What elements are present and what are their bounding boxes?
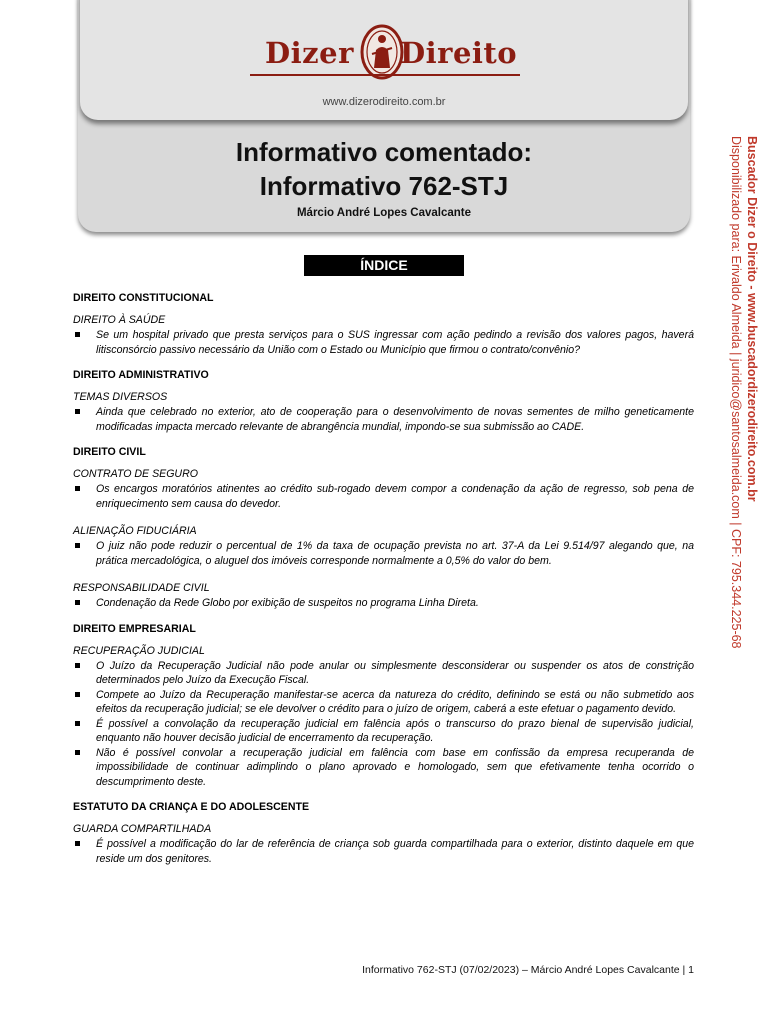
- topic-list: [73, 539, 694, 568]
- section-title: DIREITO EMPRESARIAL: [73, 622, 196, 635]
- section-title: DIREITO ADMINISTRATIVO: [73, 369, 209, 381]
- index-content: [73, 292, 694, 878]
- section-title: DIREITO CONSTITUCIONAL: [73, 292, 214, 304]
- logo-word-left: Dizer: [265, 36, 354, 70]
- index-entry[interactable]: É possível a modificação do lar de referência de criança sob guarda compartilhada para o exterior, distinto daquele em que reside um dos genitores.: [73, 837, 694, 866]
- index-entry[interactable]: Ainda que celebrado no exterior, ato de cooperação para o desenvolvimento de novas sementes de milho geneticamente modificadas impacta mercado relevante de abrangência mundial, impondo-se sua submissão ao CADE.: [73, 405, 694, 434]
- topic-list: [73, 482, 694, 511]
- index-entry[interactable]: É possível a convolação da recuperação judicial em falência após o transcurso do prazo bienal de supervisão judicial, enquanto não houver decisão judicial de encerramento da recuperação.: [73, 717, 694, 746]
- topic-subtitle: RESPONSABILIDADE CIVIL: [73, 582, 210, 594]
- logo-url[interactable]: www.dizerodireito.com.br: [322, 96, 446, 108]
- topic-list: [73, 328, 694, 357]
- topic-subtitle: TEMAS DIVERSOS: [73, 391, 168, 403]
- index-entry[interactable]: O Juízo da Recuperação Judicial não pode anular ou simplesmente desconsiderar ou suspender os atos de constrição determinados pelo Juízo da Execução Fiscal.: [73, 659, 694, 688]
- section-title: DIREITO CIVIL: [73, 446, 146, 458]
- logo-seal-icon: [360, 24, 404, 80]
- topic-subtitle: GUARDA COMPARTILHADA: [73, 823, 212, 835]
- topic-list: [73, 659, 694, 790]
- topic-subtitle: ALIENAÇÃO FIDUCIÁRIA: [73, 525, 197, 537]
- index-entry[interactable]: Compete ao Juízo da Recuperação manifestar-se acerca da natureza do crédito, definindo se está ou não submetido aos efeitos da recuperação judicial; se ele devolver o crédito para o juízo de origem, caberá a este efetuar o pagamento devido.: [73, 688, 694, 717]
- topic-list: [73, 405, 694, 434]
- page-footer: Informativo 762-STJ (07/02/2023) – Márcio André Lopes Cavalcante | 1: [362, 964, 694, 976]
- logo[interactable]: [250, 22, 520, 82]
- topic-subtitle: DIREITO À SAÚDE: [73, 314, 166, 326]
- logo-word-right: Direito: [400, 36, 518, 70]
- document-author: Márcio André Lopes Cavalcante: [296, 207, 472, 219]
- section-title: ESTATUTO DA CRIANÇA E DO ADOLESCENTE: [73, 801, 310, 813]
- index-entry[interactable]: Os encargos moratórios atinentes ao crédito sub-rogado devem compor a condenação da ação de regresso, sob pena de enriquecimento sem causa do devedor.: [73, 482, 694, 511]
- watermark-line2: Disponibilizado para: Erivaldo Almeida | juridico@santosalmeida.com | CPF: 795.344.225-68: [729, 136, 743, 649]
- index-heading: ÍNDICE: [304, 255, 464, 276]
- index-entry[interactable]: O juiz não pode reduzir o percentual de 1% da taxa de ocupação prevista no art. 37-A da Lei 9.514/97 alegando que, na prática mercadológica, o aluguel dos imóveis corresponde normalmente a 0,5% do valor do bem.: [73, 539, 694, 568]
- index-entry[interactable]: Se um hospital privado que presta serviços para o SUS ingressar com ação pedindo a revisão dos valores pagos, haverá litisconsórcio passivo necessário da União com o Estado ou Município que firmou o contrato/convênio?: [73, 328, 694, 357]
- index-entry[interactable]: Não é possível convolar a recuperação judicial em falência com base em confissão da empresa recuperanda de impossibilidade de continuar adimplindo o plano aprovado e homologado, sem que efetivamente tenha ocorrido o descumprimento deste.: [73, 746, 694, 790]
- document-title-line2: Informativo 762-STJ: [259, 171, 509, 201]
- topic-subtitle: RECUPERAÇÃO JUDICIAL: [73, 644, 205, 657]
- topic-list: [73, 837, 694, 866]
- logo-underline: [250, 74, 520, 76]
- topic-subtitle: CONTRATO DE SEGURO: [73, 468, 198, 480]
- topic-list: [73, 596, 694, 611]
- document-title-line1: Informativo comentado:: [235, 137, 533, 167]
- watermark-line1: Buscador Dizer o Direito - www.buscadordizerodireito.com.br: [745, 136, 759, 502]
- index-entry[interactable]: Condenação da Rede Globo por exibição de suspeitos no programa Linha Direta.: [73, 596, 694, 611]
- license-watermark: [728, 136, 760, 649]
